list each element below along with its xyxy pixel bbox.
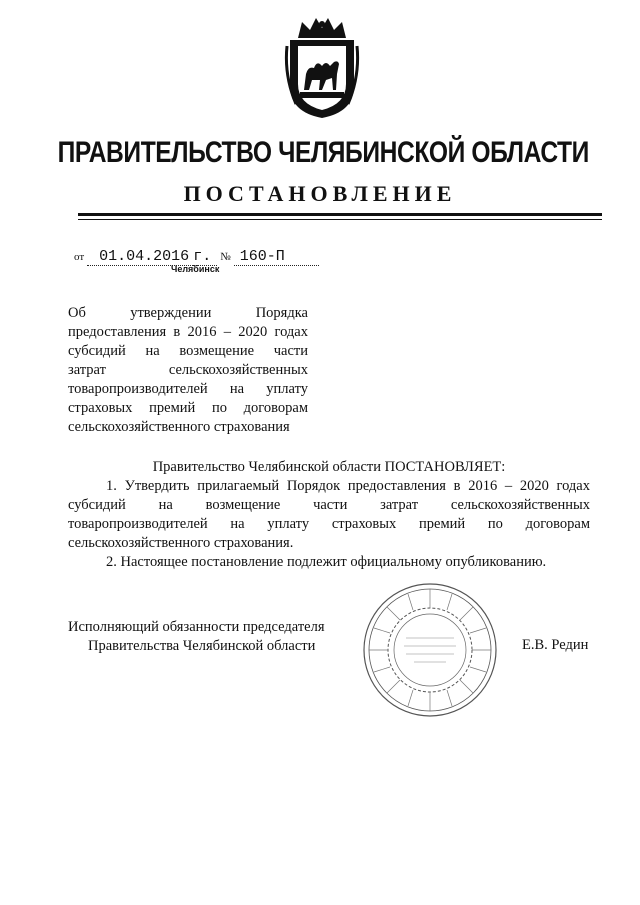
- position-line-1: Исполняющий обязанности председателя: [68, 619, 325, 635]
- registration-number: 160-П: [234, 248, 319, 266]
- from-label: от: [74, 251, 85, 263]
- subject-line: предоставления в 2016 – 2020 годах: [68, 324, 308, 340]
- item-1-line: товаропроизводителей на уплату страховых премий по договорам: [68, 516, 590, 532]
- registration-date: 01.04.2016: [87, 248, 193, 266]
- signatory-position: [68, 618, 325, 656]
- item-1-line: 1. Утвердить прилагаемый Порядок предоставления в 2016 – 2020 годах: [106, 478, 590, 494]
- city-label: Челябинск: [171, 264, 220, 274]
- subject-line: Об утверждении Порядка: [68, 305, 308, 321]
- subject-line: сельскохозяйственного страхования: [68, 419, 290, 435]
- official-seal-stamp-icon: [360, 580, 500, 720]
- item-1-line: субсидий на возмещение части затрат сельскохозяйственных: [68, 497, 590, 513]
- document-type: ПОСТАНОВЛЕНИЕ: [183, 181, 457, 206]
- position-line-2: Правительства Челябинской области: [88, 638, 316, 654]
- year-suffix: г.: [193, 248, 217, 266]
- subject-line: субсидий на возмещение части: [68, 343, 308, 359]
- item-1-line: сельскохозяйственного страхования.: [68, 535, 294, 551]
- number-label: №: [220, 251, 231, 263]
- chelyabinsk-coat-of-arms-icon: [284, 16, 360, 120]
- subject-line: затрат сельскохозяйственных: [68, 362, 308, 378]
- signatory-name: Е.В. Редин: [522, 637, 589, 653]
- government-title: ПРАВИТЕЛЬСТВО ЧЕЛЯБИНСКОЙ ОБЛАСТИ: [57, 136, 589, 169]
- header-divider-thin: [78, 219, 602, 220]
- header-divider-thick: [78, 213, 602, 216]
- item-1: [68, 477, 590, 553]
- preamble: Правительство Челябинской области ПОСТАНОВЛЯЕТ:: [152, 459, 506, 475]
- item-2: 2. Настоящее постановление подлежит официальному опубликованию.: [106, 554, 547, 570]
- subject-line: страховых премий по договорам: [68, 400, 308, 416]
- subject-line: товаропроизводителей на уплату: [68, 381, 308, 397]
- document-subject: [68, 304, 308, 437]
